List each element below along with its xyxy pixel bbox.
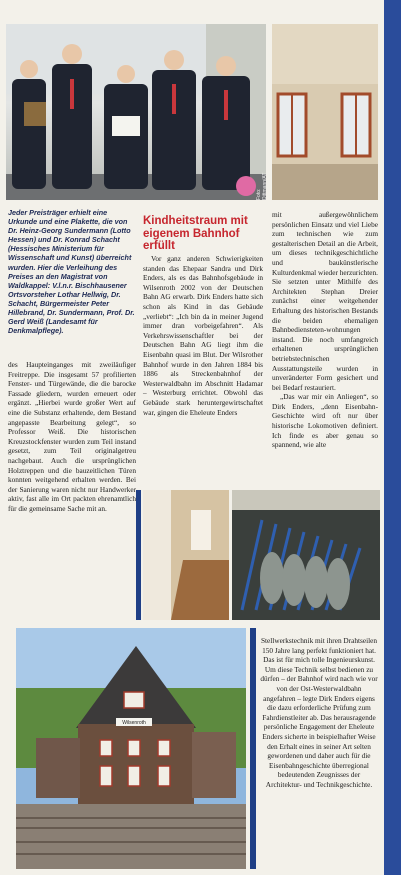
- window-interior-illustration: [272, 24, 378, 200]
- levers-illustration: [232, 490, 380, 620]
- page-edge-strip: [384, 0, 401, 875]
- article-headline: Kindheitstraum mit eigenem Bahnhof erfüllt: [143, 215, 248, 252]
- paragraph-restoration: des Haupteinganges mit zweiläufiger Freitreppe. Die insgesamt 57 profilierten Fenster- und Türgewände, die die barocke Fassade gliedern, wurden erneuert oder ergänzt. „Hierbei wurde großer Wert auf eine die Substanz erhaltende, dem Bestand angepasste Bearbeitung gelegt“, so Professor Weiß. Die historischen Kreuzstockfenster wurden zum Teil instand gesetzt, zum Teil originalgetreu nachgebaut. Auch die ursprünglichen Holztreppen und die bauzeitlichen Türen konnten weitgehend erhalten werden. Bei der Sanierung waren nicht nur Handwerker aktiv, fast alle im Ort packten ehrenamtlich für die gemeinsame Sache mit an.: [8, 360, 136, 513]
- article-column-right: [272, 210, 378, 450]
- award-ceremony-illustration: [6, 24, 266, 200]
- station-name-sign: Wilsenroth: [122, 720, 146, 726]
- station-hallway-photo: [143, 490, 229, 620]
- award-ceremony-photo: [6, 24, 266, 200]
- paragraph-enders-quote: „Das war mir ein Anliegen“, so Dirk Enders, „denn Eisenbahn-Geschichte wird oft nur über historische Lokomotiven definiert. Ich finde es aber genau so spannend, wie alte: [272, 392, 378, 450]
- article-column-middle: [143, 254, 263, 417]
- signal-levers-photo: [232, 490, 380, 620]
- station-interior-photo: [272, 24, 378, 200]
- accent-bar-bottom: [250, 628, 256, 869]
- article-column-left: [8, 360, 136, 514]
- photo-credit: Foto: Dittmann/AT: [256, 172, 268, 200]
- paragraph-enders-intro: Vor ganz anderen Schwierigkeiten standen das Ehepaar Sandra und Dirk Enders, als es das Bahnhofsgebäude in Wilsenroth 2002 von der Deutschen Bahn AG erwarb. Dirk Enders hatte sich schon als Kind in das Gebäude „verliebt“: „Ich bin da in meiner Jugend immer dran vorbeigefahren“. Als Verkehrswissenschaftler bei der Deutschen Bahn AG liegt ihm die Eisenbahn quasi im Blut. Der Wilsrother Bahnhof wurde in den Jahren 1884 bis 1886 als Streckenbahnhof der Westerwaldbahn im Abschnitt Hadamar – Westerburg errichtet. Obwohl das Gebäude stark heruntergewirtschaftet war, gingen die Eheleute Enders: [143, 254, 263, 417]
- wilsenroth-station-photo: [16, 628, 246, 869]
- accent-bar-left: [136, 490, 141, 620]
- photo-caption: Jeder Preisträger erhielt eine Urkunde und eine Plakette, die von Dr. Heinz-Georg Sundermann (Lotto Hessen) und Dr. Konrad Schacht (Hessisches Ministerium für Wissenschaft und Kunst) überreicht wurden. Hier die Verleihung des Preises an den Magistrat von Waldkappel: V.l.n.r. Bischhausener Ortsvorsteher Lothar Hellwig, Dr. Schacht, Bürgermeister Peter Hillebrand, Dr. Sundermann, Prof. Dr. Gerd Weiß (Landesamt für Denkmalpflege).: [8, 208, 135, 336]
- hallway-illustration: [143, 490, 229, 620]
- article-column-bottom-right: [260, 636, 378, 790]
- station-building-illustration: [16, 628, 246, 869]
- paragraph-enders-effort: mit außergewöhnlichem persönlichen Einsatz und viel Liebe zum technischen wie zum gestalterischen Detail an die Arbeit, um dieses technikgeschichtliche und baukünstlerische Kulturdenkmal wieder herzurichten. Sie setzten unter Mithilfe des Architekten Stephan Dreier zunächst einer weitgehender Erhaltung des historischen Bestands die beiden ehemaligen Bahnbediensteten-wohnungen instand. Die noch umfangreich erhaltenen ursprünglichen betriebstechnischen Ausstattungsteile wurden in unveränderter Form gesichert und bei Bedarf restauriert.: [272, 210, 378, 392]
- paragraph-signal-technology: Stellwerkstechnik mit ihren Drahtseilen 150 Jahre lang perfekt funktioniert hat. Das ist für mich tolle Ingenieurskunst. Um diese Technik selbst bedienen zu dürfen – der Bahnhof wird nach wie vor von der Ost-Westerwaldbahn angefahren – legte Dirk Enders eigens die dazu erforderliche Prüfung zum Fahrdienstleiter ab. Das herausragende persönliche Engagement der Eheleute Enders sicherte in beispielhafter Weise den Erhalt eines in seiner Art selten gewordenen und daher auch für die Eisenbahngeschichte überregional bedeutenden Zeugnisses der Architektur- und Technikgeschichte.: [260, 636, 378, 789]
